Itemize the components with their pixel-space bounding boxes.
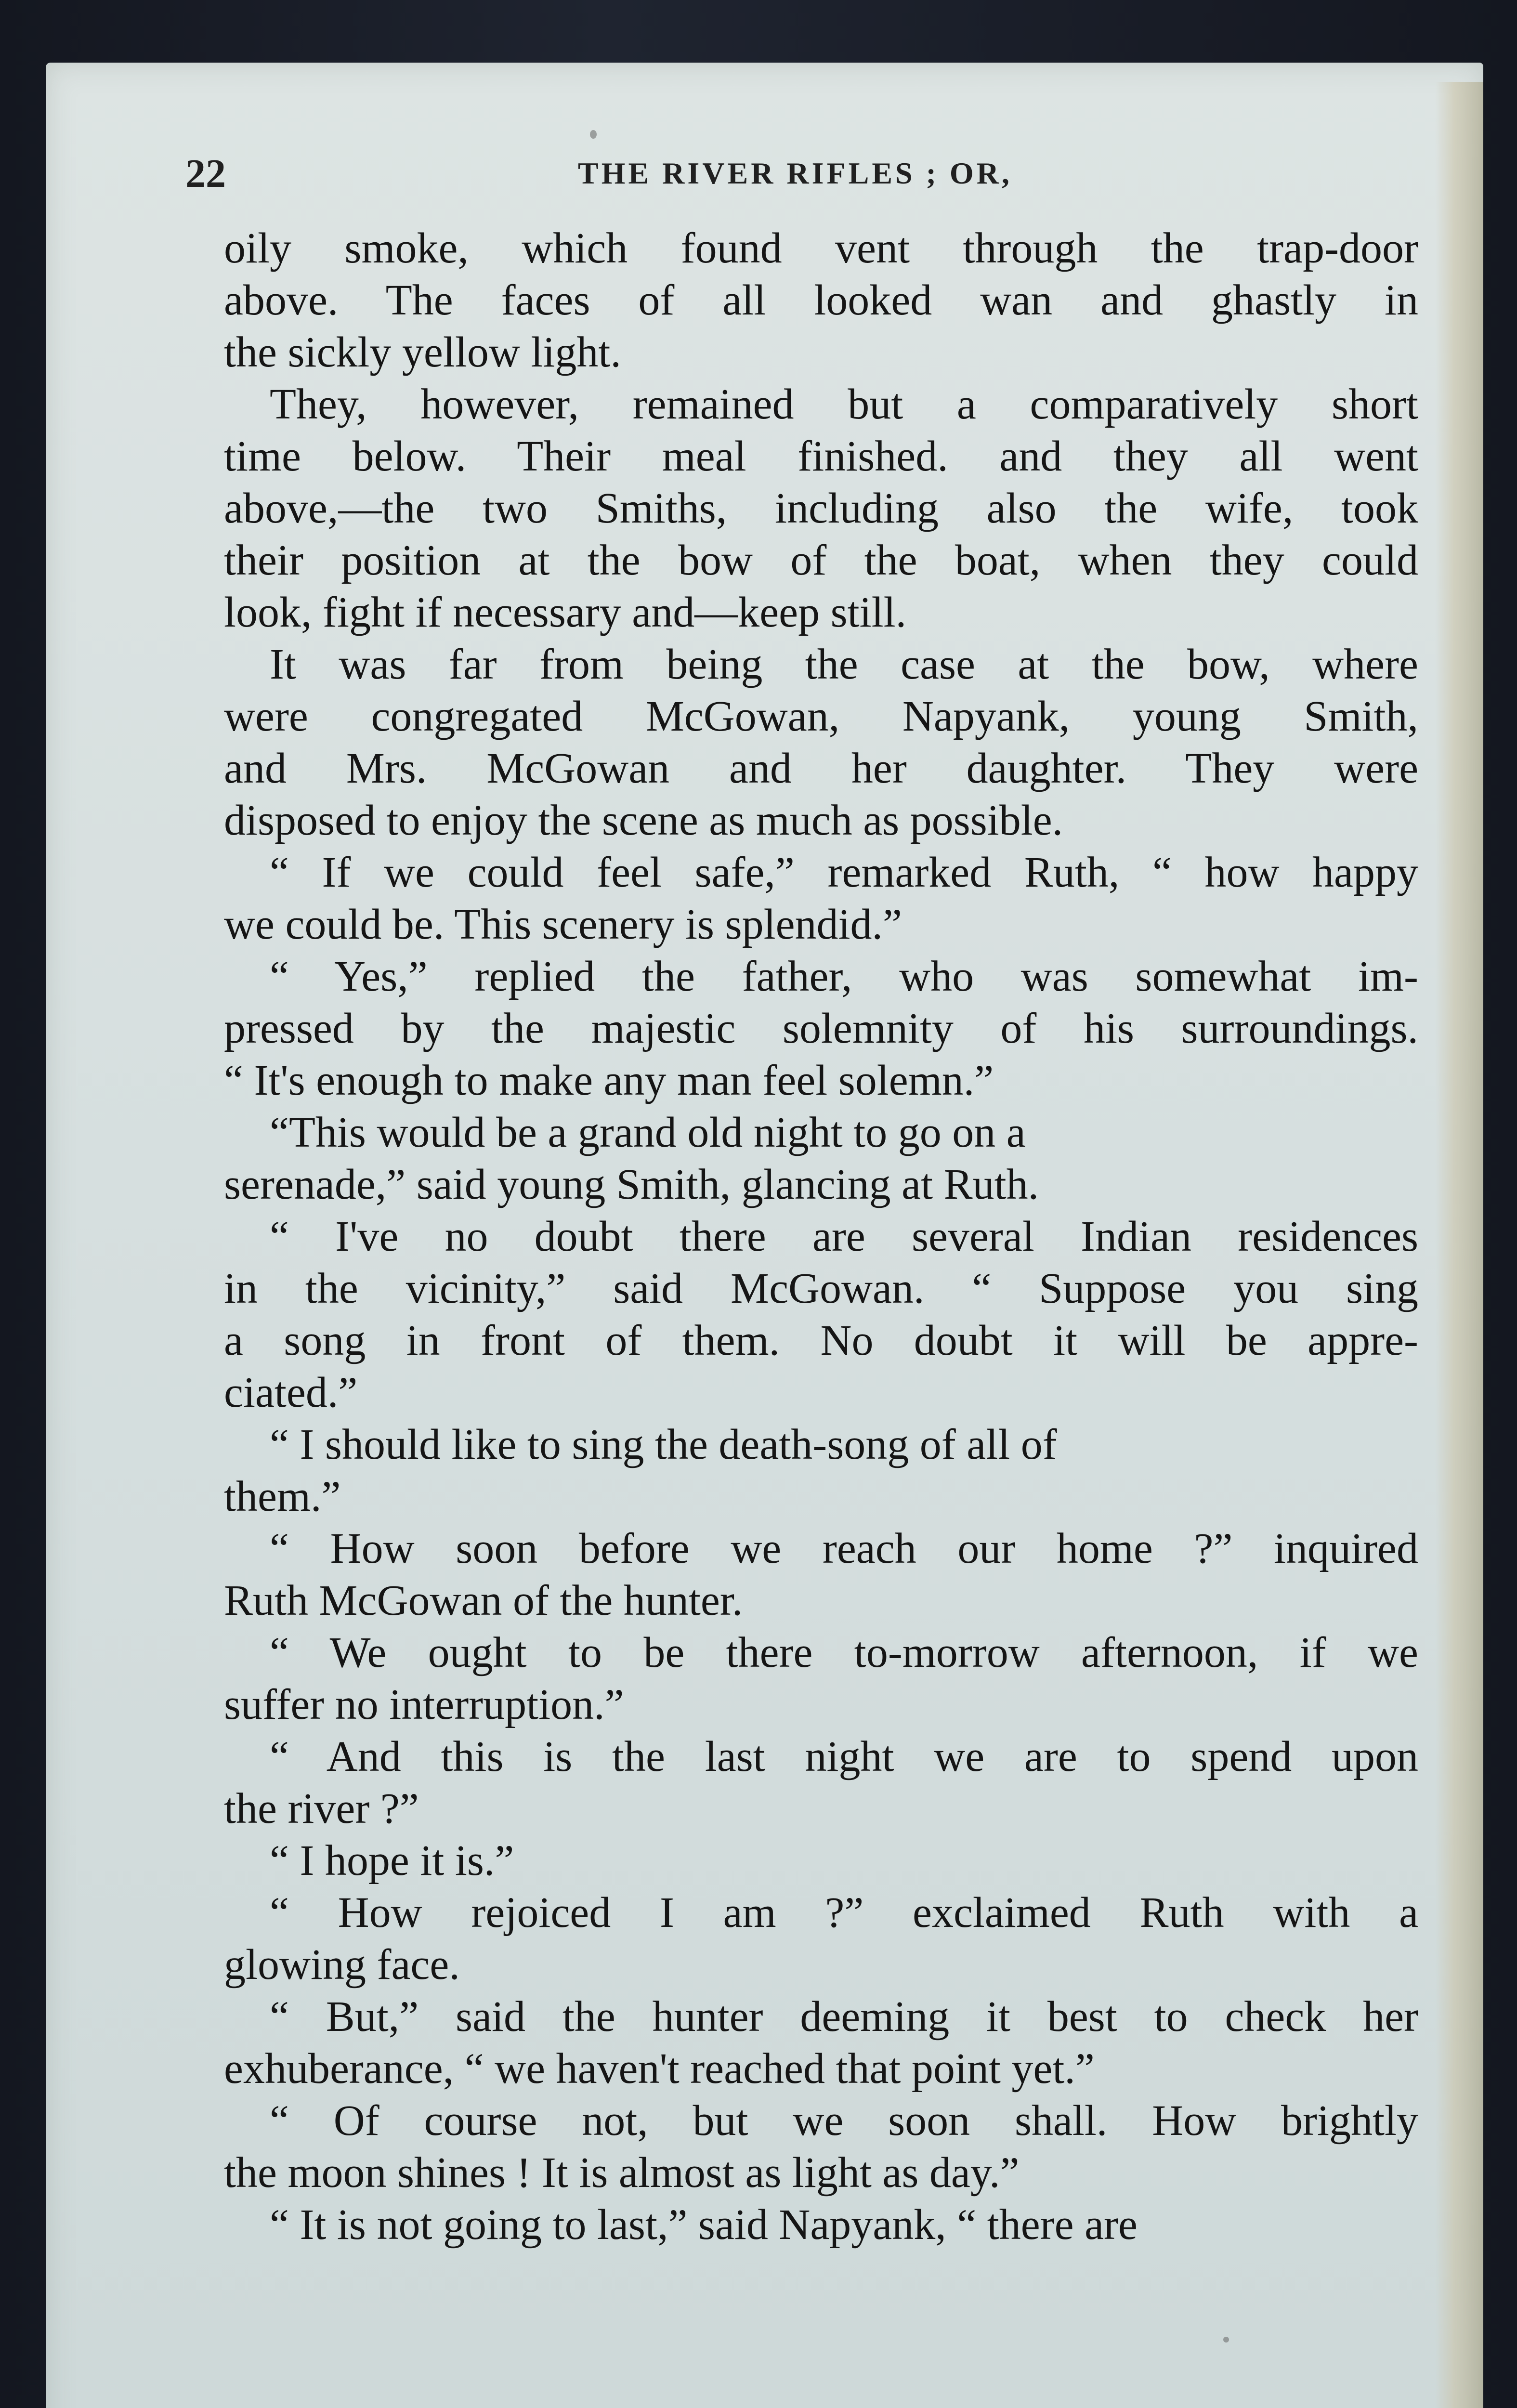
text-line: the moon shines ! It is almost as light as day.”: [224, 2149, 1020, 2197]
text-line: exhuberance, “ we haven't reached that point yet.”: [224, 2045, 1095, 2093]
text-line: the sickly yellow light.: [224, 328, 621, 376]
text-line: “ How rejoiced I am ?” exclaimed Ruth with a: [270, 1889, 1418, 1937]
text-line: “ Yes,” replied the father, who was somewhat im-: [270, 953, 1418, 1000]
text-line: serenade,” said young Smith, glancing at Ruth.: [224, 1161, 1039, 1208]
text-line: “ And this is the last night we are to spend upon: [270, 1733, 1418, 1780]
paper-speck: [1223, 2337, 1229, 2343]
text-line: in the vicinity,” said McGowan. “ Suppose you sing: [224, 1265, 1418, 1312]
text-line: look, fight if necessary and—keep still.: [224, 589, 907, 636]
page-edge-shadow: [1435, 82, 1483, 2408]
text-line: “This would be a grand old night to go on a: [270, 1109, 1026, 1156]
text-line: glowing face.: [224, 1941, 460, 1989]
running-title: THE RIVER RIFLES ; OR,: [578, 156, 1012, 190]
page-number: 22: [185, 151, 226, 196]
text-line: “ It is not going to last,” said Napyank, “ there are: [270, 2201, 1138, 2249]
text-line: “ It's enough to make any man feel solemn.”: [224, 1057, 994, 1104]
text-line: above,—the two Smiths, including also the wife, took: [224, 484, 1418, 532]
text-line: disposed to enjoy the scene as much as possible.: [224, 797, 1063, 844]
text-line: time below. Their meal finished. and they all went: [224, 432, 1418, 480]
text-line: their position at the bow of the boat, when they could: [224, 537, 1418, 584]
text-line: a song in front of them. No doubt it will be appre-: [224, 1317, 1418, 1364]
text-line: “ If we could feel safe,” remarked Ruth, “ how happy: [270, 849, 1418, 896]
text-line: the river ?”: [224, 1785, 419, 1832]
text-line: It was far from being the case at the bow, where: [270, 641, 1418, 688]
text-line: They, however, remained but a comparatively short: [270, 380, 1418, 428]
text-line: “ Of course not, but we soon shall. How brightly: [270, 2097, 1418, 2145]
text-line: oily smoke, which found vent through the trap-door: [224, 224, 1418, 272]
text-line: pressed by the majestic solemnity of his surroundings.: [224, 1005, 1418, 1052]
running-header: [185, 147, 1341, 200]
text-line: “ I should like to sing the death-song of all of: [270, 1421, 1057, 1468]
text-line: ciated.”: [224, 1369, 358, 1416]
text-line: “ But,” said the hunter deeming it best to check her: [270, 1993, 1418, 2041]
text-line: above. The faces of all looked wan and ghastly in: [224, 276, 1418, 324]
text-line: “ We ought to be there to-morrow afternoon, if we: [270, 1629, 1418, 1676]
text-line: Ruth McGowan of the hunter.: [224, 1577, 743, 1624]
body-text: [224, 222, 1418, 2293]
text-line: and Mrs. McGowan and her daughter. They were: [224, 745, 1418, 792]
text-line: “ I've no doubt there are several Indian residences: [270, 1213, 1418, 1260]
text-line: them.”: [224, 1473, 341, 1520]
text-line: “ I hope it is.”: [270, 1837, 514, 1885]
paper-speck: [590, 130, 597, 139]
text-line: we could be. This scenery is splendid.”: [224, 901, 902, 948]
text-line: suffer no interruption.”: [224, 1681, 624, 1728]
text-line: “ How soon before we reach our home ?” inquired: [270, 1525, 1418, 1572]
text-line: were congregated McGowan, Napyank, young Smith,: [224, 693, 1418, 740]
